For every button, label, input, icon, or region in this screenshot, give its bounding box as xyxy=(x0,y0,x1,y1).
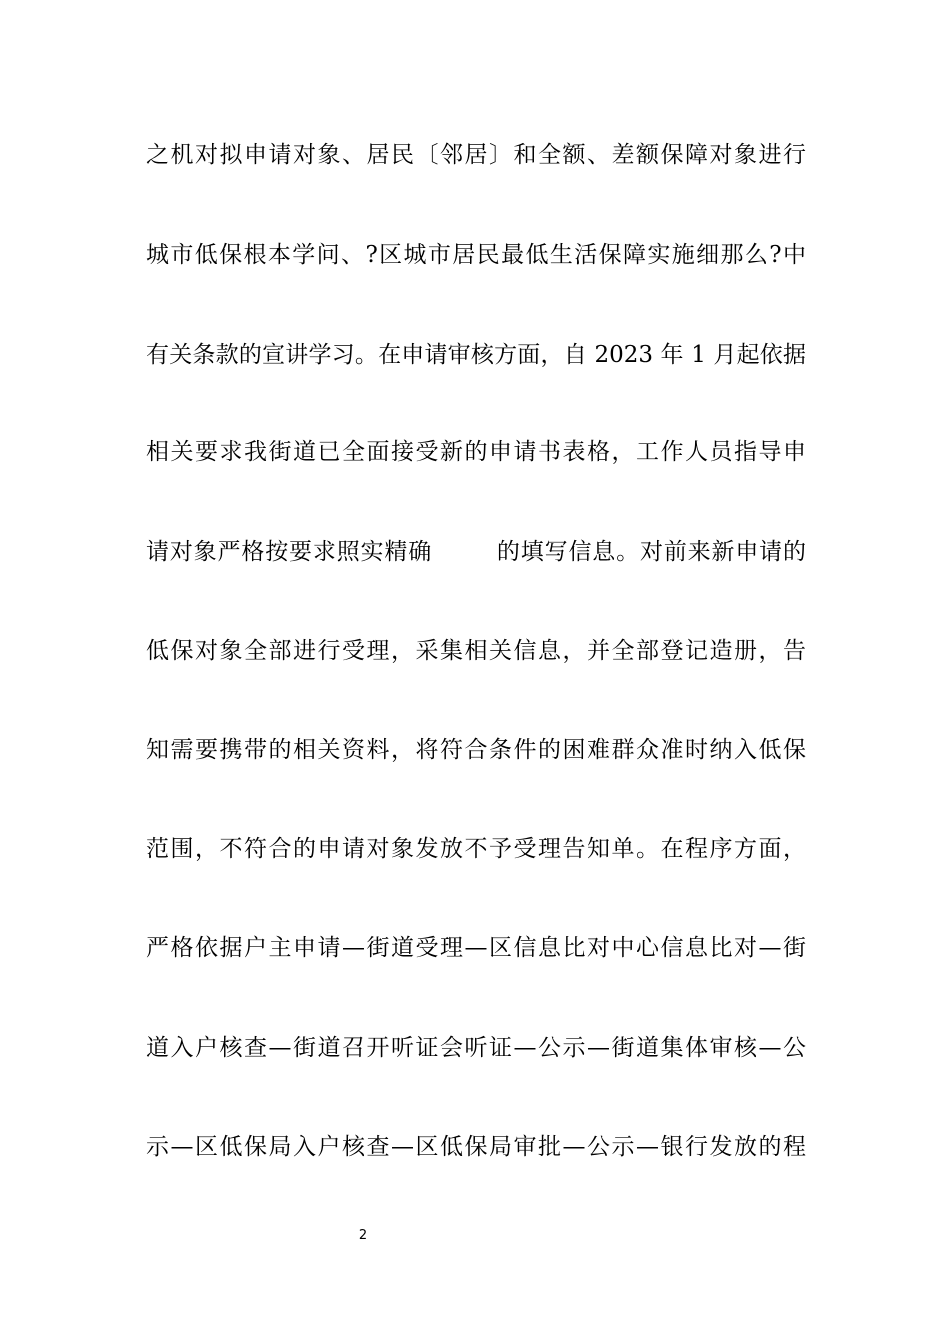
text-line: 有关条款的宣讲学习。在申请审核方面，自 2023 年 1 月起依据 xyxy=(146,342,806,368)
text-line: 低保对象全部进行受理，采集相关信息，并全部登记造册，告 xyxy=(146,638,806,664)
text-line: 之机对拟申请对象、居民〔邻居〕和全额、差额保障对象进行 xyxy=(146,142,806,168)
text-segment: 的填写信息。对前来新申请的 xyxy=(496,539,807,565)
text-line: 道入户核查—街道召开听证会听证—公示—街道集体审核—公 xyxy=(146,1035,806,1061)
text-line: 城市低保根本学问、?区城市居民最低生活保障实施细那么?中 xyxy=(146,242,806,268)
text-line: 示—区低保局入户核查—区低保局审批—公示—银行发放的程 xyxy=(146,1134,806,1160)
text-line: 知需要携带的相关资料，将符合条件的困难群众准时纳入低保 xyxy=(146,737,806,763)
text-line: 相关要求我街道已全面接受新的申请书表格，工作人员指导申 xyxy=(146,439,806,465)
page-number: 2 xyxy=(358,1228,368,1243)
text-line: 严格依据户主申请—街道受理—区信息比对中心信息比对—街 xyxy=(146,935,806,961)
text-segment: 请对象严格按要求照实精确 xyxy=(146,539,433,565)
text-line: 范围，不符合的申请对象发放不予受理告知单。在程序方面， xyxy=(146,836,806,862)
text-line xyxy=(146,537,806,567)
